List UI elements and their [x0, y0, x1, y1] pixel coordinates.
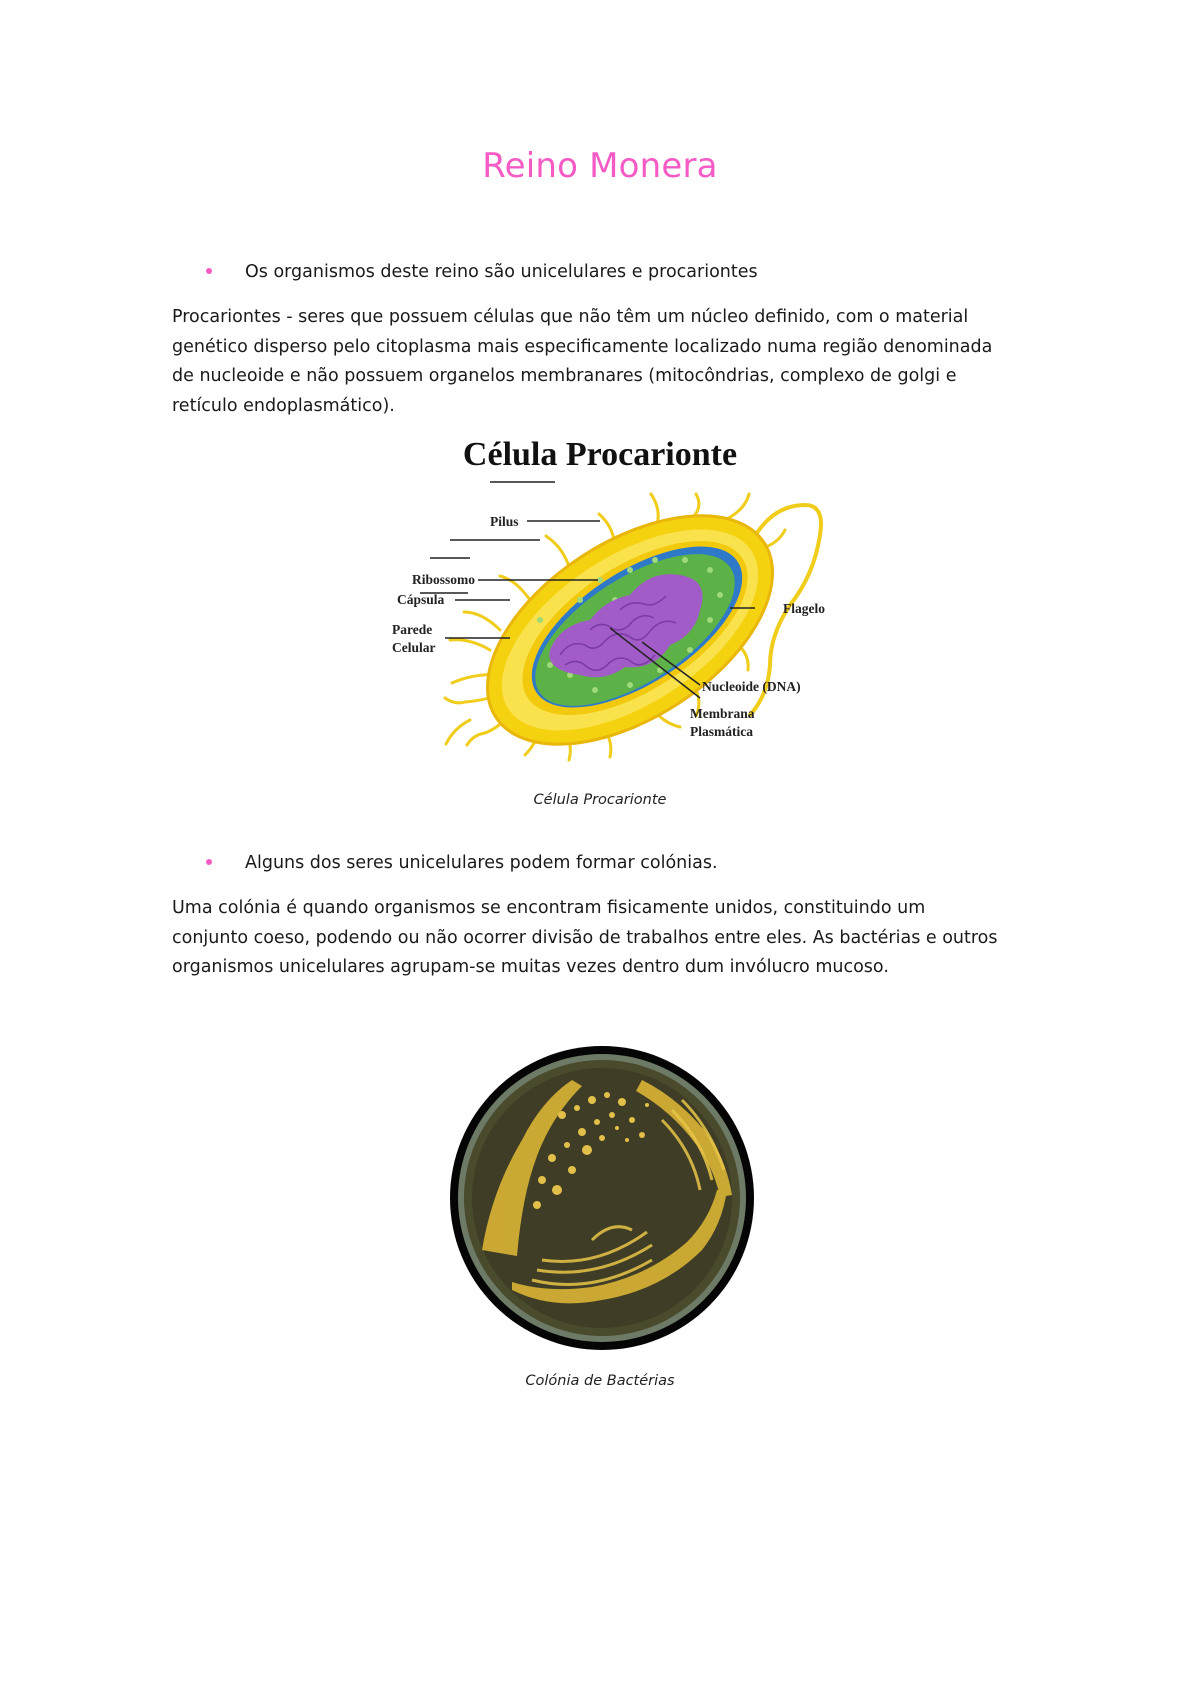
label-flagelo: Flagelo: [783, 601, 825, 616]
label-parede-1: Parede: [392, 622, 433, 637]
paragraph-line: genético disperso pelo citoplasma mais especificamente localizado numa região denominada: [172, 336, 993, 357]
bullet-item-colonies: [206, 853, 718, 873]
paragraph-line: de nucleoide e não possuem organelos membranares (mitocôndrias, complexo de golgi e: [172, 366, 957, 386]
paragraph-line: retículo endoplasmático).: [172, 395, 395, 416]
label-membrana-1: Membrana: [690, 706, 755, 721]
figure-caption-cell: Célula Procarionte: [533, 792, 667, 808]
bullet-text: Alguns dos seres unicelulares podem formar colónias.: [245, 853, 718, 873]
label-membrana-2: Plasmática: [690, 724, 753, 739]
bacterial-colony-petri-dish: [442, 1040, 762, 1360]
paragraph-line: conjunto coeso, podendo ou não ocorrer divisão de trabalhos entre eles. As bactérias e outros: [172, 927, 998, 948]
label-parede-2: Celular: [392, 640, 436, 655]
label-capsula: Cápsula: [397, 592, 445, 607]
paragraph-line: Uma colónia é quando organismos se encontram fisicamente unidos, constituindo um: [172, 898, 926, 918]
figure-title: Célula Procarionte: [462, 436, 738, 473]
paragraph-procariontes: [172, 303, 1042, 421]
bullet-item-unicellular: [206, 262, 758, 282]
label-pilus: Pilus: [490, 514, 519, 529]
bullet-dot: [206, 268, 212, 274]
paragraph-line: organismos unicelulares agrupam-se muitas vezes dentro dum invólucro mucoso.: [172, 957, 889, 977]
page-title: Reino Monera: [482, 146, 718, 186]
label-ribossomo: Ribossomo: [412, 572, 476, 587]
bullet-dot: [206, 859, 212, 865]
paragraph-line: Procariontes - seres que possuem células que não têm um núcleo definido, com o material: [172, 307, 969, 327]
figure-caption-colony: Colónia de Bactérias: [525, 1373, 675, 1389]
cell-labels: [0, 490, 825, 790]
paragraph-colonia: [172, 894, 1042, 983]
label-nucleoide: Nucleoide (DNA): [702, 679, 801, 694]
bullet-text: Os organismos deste reino são unicelulares e procariontes: [245, 262, 758, 282]
